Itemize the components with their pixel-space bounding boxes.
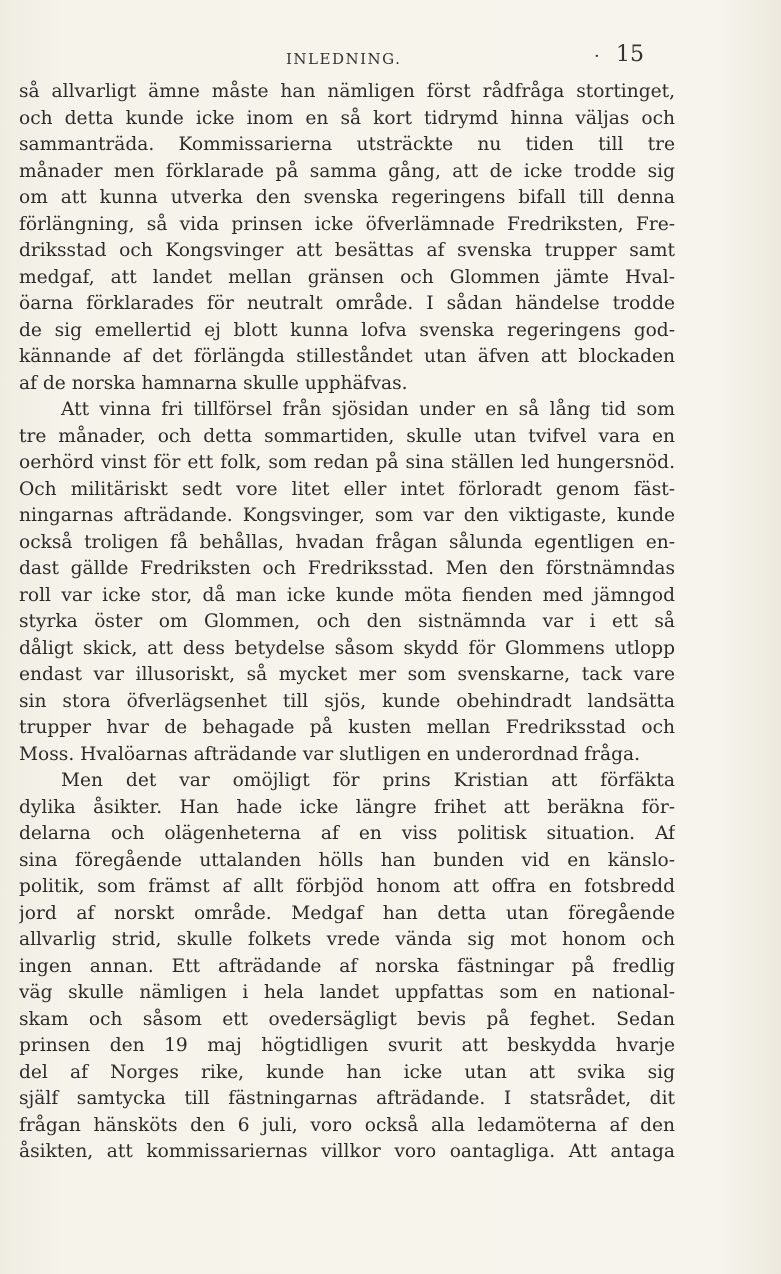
text-line: prinsen den 19 maj högtidligen svurit att beskydda hvarje	[19, 1035, 675, 1056]
page-number: 15	[616, 42, 644, 67]
text-line: driksstad och Kongsvinger att besättas af svenska trupper samt	[19, 240, 675, 261]
text-line: kännande af det förlängda stilleståndet utan äfven att blockaden	[19, 346, 675, 367]
text-line: skam och såsom ett ovedersägligt bevis på feghet. Sedan	[19, 1008, 675, 1030]
text-line: allvarlig strid, skulle folkets vrede vända sig mot honom och	[19, 929, 675, 950]
text-line: sin stora öfverlägsenhet till sjös, kunde obehindradt landsätta	[19, 690, 675, 712]
page-header	[0, 42, 781, 72]
running-head: INLEDNING.	[286, 50, 402, 68]
paragraph-start-line: Men det var omöjligt för prins Kristian att förfäkta	[61, 770, 675, 791]
text-line: de sig emellertid ej blott kunna lofva svenska regeringens god-	[19, 319, 675, 341]
text-line: sammanträda. Kommissarierna utsträckte nu tiden till tre	[19, 134, 675, 155]
text-line: sina föregående uttalanden hölls han bunden vid en känslo-	[19, 849, 675, 871]
paragraph-end-line: Moss. Hvalöarnas afträdande var slutligen en underordnad fråga.	[19, 743, 641, 765]
text-line: ningarnas afträdande. Kongsvinger, som var den viktigaste, kunde	[19, 505, 675, 526]
text-line: delarna och olägenheterna af en viss politisk situation. Af	[19, 823, 675, 844]
text-line: dylika åsikter. Han hade icke längre frihet att beräkna för-	[19, 796, 675, 818]
text-line: månader men förklarade på samma gång, att de icke trodde sig	[19, 160, 675, 182]
text-line: väg skulle nämligen i hela landet uppfattas som en national-	[19, 982, 675, 1003]
text-line: medgaf, att landet mellan gränsen och Glommen jämte Hval-	[19, 266, 675, 288]
text-line: styrka öster om Glommen, och den sistnämnda var i ett så	[19, 611, 675, 632]
text-line: del af Norges rike, kunde han icke utan att svika sig	[19, 1061, 675, 1083]
text-line: och detta kunde icke inom en så kort tidrymd hinna väljas och	[19, 107, 675, 129]
text-line: oerhörd vinst för ett folk, som redan på sina ställen led hungersnöd.	[19, 452, 675, 473]
text-line: åsikten, att kommissariernas villkor voro oantagliga. Att antaga	[19, 1141, 675, 1162]
text-line: tre månader, och detta sommartiden, skulle utan tvifvel vara en	[19, 425, 675, 447]
text-line: öarna förklarades för neutralt område. I sådan händelse trodde	[19, 293, 675, 314]
text-line: politik, som främst af allt förbjöd honom att offra en fotsbredd	[19, 876, 675, 897]
body-text	[19, 79, 675, 1166]
text-line: trupper hvar de behagade på kusten mellan Fredriksstad och	[19, 717, 675, 738]
text-line: endast var illusoriskt, så mycket mer som svenskarne, tack vare	[19, 664, 675, 685]
text-line: förlängning, så vida prinsen icke öfverlämnade Fredriksten, Fre-	[19, 213, 675, 235]
text-line: ingen annan. Ett afträdande af norska fästningar på fredlig	[19, 955, 675, 977]
text-line: så allvarligt ämne måste han nämligen först rådfråga stortinget,	[19, 81, 675, 102]
paragraph-start-line: Att vinna fri tillförsel från sjösidan under en så lång tid som	[61, 399, 675, 420]
text-line: dast gällde Fredriksten och Fredriksstad. Men den förstnämndas	[19, 558, 675, 579]
text-line: frågan hänsköts den 6 juli, voro också alla ledamöterna af den	[19, 1114, 675, 1136]
text-line: om att kunna utverka den svenska regeringens bifall till denna	[19, 187, 675, 208]
page-dot: ·	[594, 46, 600, 67]
paragraph-end-line: af de norska hamnarna skulle upphäfvas.	[19, 372, 408, 394]
text-line: också troligen få behållas, hvadan frågan sålunda egentligen en-	[19, 531, 675, 553]
text-line: jord af norskt område. Medgaf han detta utan föregående	[19, 902, 675, 924]
text-line: Och militäriskt sedt vore litet eller intet förloradt genom fäst-	[19, 478, 675, 500]
text-line: roll var icke stor, då man icke kunde möta fienden med jämngod	[19, 584, 675, 606]
text-line: dåligt skick, att dess betydelse såsom skydd för Glommens utlopp	[19, 637, 675, 659]
text-line: själf samtycka till fästningarnas afträdande. I statsrådet, dit	[19, 1088, 675, 1109]
